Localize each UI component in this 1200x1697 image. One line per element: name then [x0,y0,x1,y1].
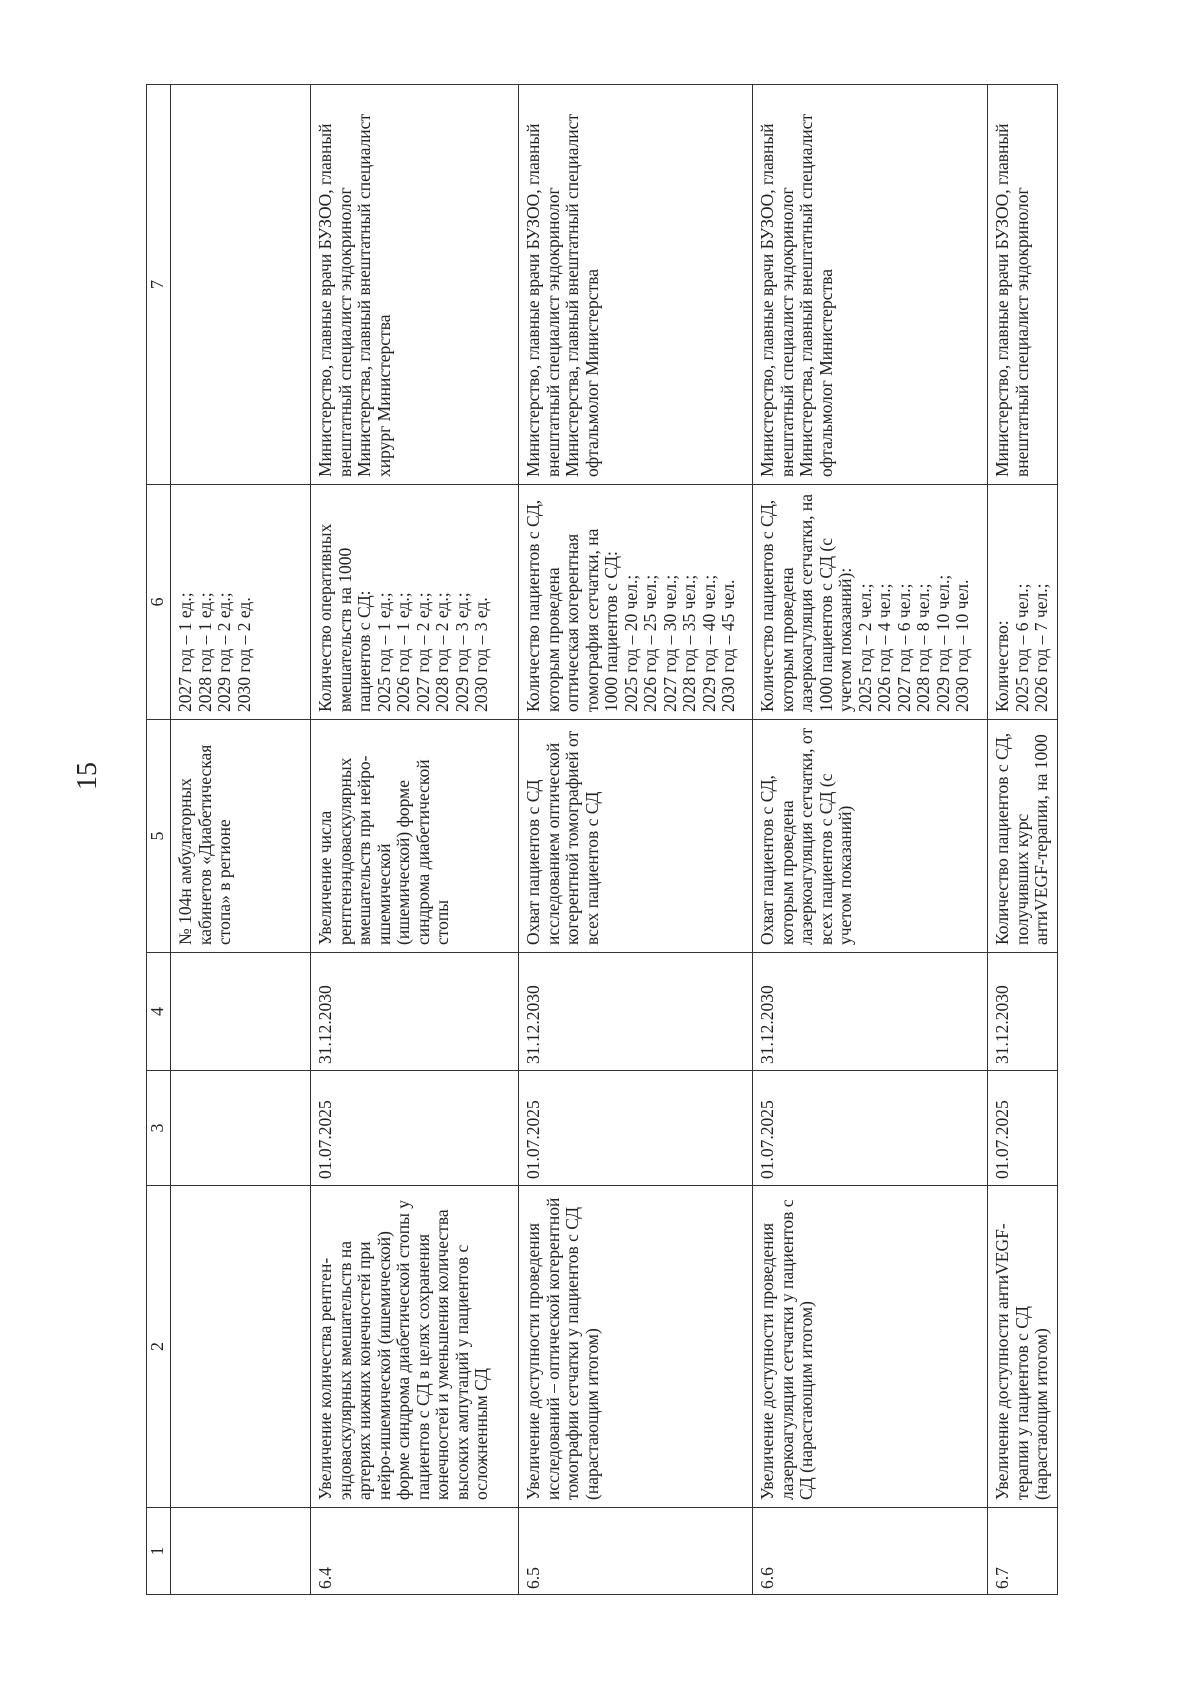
value-line: 2028 год – 2 ед.; [432,592,452,712]
value-line: 2026 год – 25 чел.; [640,574,660,712]
empty-cell [171,1071,311,1186]
value-line: 2028 год – 35 чел.; [679,574,699,712]
start-date: 01.07.2025 [519,1071,753,1186]
header-cell: 5 [147,720,171,953]
empty-cell [171,1186,311,1508]
measure-name: Увеличение доступности проведения лазеркоагуляции сетчатки у пациентов с СД (нарастающим итогом) [753,1186,988,1508]
value-line: 2029 год – 3 ед.; [451,592,472,712]
values-cell [171,485,311,720]
responsible-cell: Министерство, главные врачи БУЗОО, главный внештатный специалист эндокринолог Министерства, главный внештатный специалист офтальмолог Министерства [519,85,753,485]
value-line: Количество пациентов с СД, которым проведена оптическая когерентная томография сетчатки, на 1000 пациентов с СД: [523,499,621,712]
value-line: 2027 год – 1 ед.; [175,592,195,712]
value-line: 2029 год – 10 чел.; [932,574,953,712]
value-line: 2026 год – 4 чел.; [874,583,894,712]
value-line: 2029 год – 40 чел.; [698,574,719,712]
row-number: 6.7 [988,1508,1058,1595]
value-line: Количество пациентов с СД, которым проведена лазеркоагуляция сетчатки, на 1000 пациентов с СД (с учетом показаний): [757,493,855,712]
empty-cell [171,85,311,485]
value-line: 2029 год – 2 ед.; [214,592,234,712]
continuation-row [171,85,311,1595]
header-cell: 4 [147,953,171,1071]
indicator-cell: Охват пациентов с СД исследованием оптической когерентной томографией от всех пациентов с СД [519,720,753,953]
start-date: 01.07.2025 [753,1071,988,1186]
value-line: 2027 год – 2 ед.; [412,592,433,712]
value-line: 2027 год – 30 чел.; [659,574,680,712]
value-line: 2030 год – 2 ед. [233,597,254,712]
values-cell [753,485,988,720]
table-row [519,85,753,1595]
value-line: 2025 год – 6 чел.; [1011,583,1032,712]
value-line: 2026 год – 1 ед.; [393,592,413,712]
rotated-table-wrapper [146,85,1056,1595]
start-date: 01.07.2025 [988,1071,1058,1186]
value-line: 2025 год – 20 чел.; [620,574,641,712]
row-number: 6.6 [753,1508,988,1595]
header-cell: 3 [147,1071,171,1186]
measures-table [146,84,1058,1595]
value-line: 2030 год – 45 чел. [718,579,738,712]
header-cell: 6 [147,485,171,720]
value-line: 2025 год – 1 ед.; [373,592,394,712]
value-line: 2027 год – 6 чел.; [893,583,914,712]
indicator-cell: Увеличение числа рентгенэндоваскулярных вмешательств при нейро-ишемической (ишемической) форме синдрома диабетической стопы [311,720,519,953]
value-line: 2028 год – 8 чел.; [913,583,933,712]
value-line: 2025 год – 2 чел.; [854,583,875,712]
page-number: 15 [72,762,103,790]
value-line: Количество: [992,620,1012,712]
indicator-cell: Охват пациентов с СД, которым проведена лазеркоагуляция сетчатки, от всех пациентов с СД (с учетом показаний) [753,720,988,953]
values-cell [519,485,753,720]
row-number: 6.5 [519,1508,753,1595]
end-date: 31.12.2030 [311,953,519,1071]
value-line: 2030 год – 10 чел. [952,579,972,712]
empty-cell [171,1508,311,1595]
value-line: Количество оперативных вмешательств на 1000 пациентов с СД: [315,523,374,712]
responsible-cell: Министерство, главные врачи БУЗОО, главный внештатный специалист эндокринолог Министерства, главный внештатный специалист офтальмолог Министерства [753,85,988,485]
values-cell [988,485,1058,720]
indicator-cell: № 104н амбулаторных кабинетов «Диабетическая стопа» в регионе [171,720,311,953]
value-line: 2030 год – 3 ед. [471,597,491,712]
table-row [311,85,519,1595]
header-cell: 2 [147,1186,171,1508]
measure-name: Увеличение доступности проведения исследований – оптической когерентной томографии сетчатки у пациентов с СД (нарастающим итогом) [519,1186,753,1508]
header-cell: 7 [147,85,171,485]
measure-name: Увеличение количества рентген-эндоваскулярных вмешательств на артериях нижних конечностей при нейро-ишемической (ишемической) форме синдрома диабетической стопы у пациентов с СД в целях сохранения конечностей и уменьшения количества высоких ампутаций у пациентов с осложненным СД [311,1186,519,1508]
start-date: 01.07.2025 [311,1071,519,1186]
row-number: 6.4 [311,1508,519,1595]
end-date: 31.12.2030 [753,953,988,1071]
value-line: 2028 год – 1 ед.; [194,592,215,712]
empty-cell [171,953,311,1071]
end-date: 31.12.2030 [988,953,1058,1071]
indicator-cell: Количество пациентов с СД, получивших курс антиVEGF-терапии, на 1000 [988,720,1058,953]
header-row [147,85,171,1595]
value-line: 2026 год – 7 чел.; [1031,583,1051,712]
header-cell: 1 [147,1508,171,1595]
measure-name: Увеличение доступности антиVEGF-терапии у пациентов с СД (нарастающим итогом) [988,1186,1058,1508]
end-date: 31.12.2030 [519,953,753,1071]
responsible-cell: Министерство, главные врачи БУЗОО, главный внештатный специалист эндокринолог Министерства, главный внештатный специалист хирург Министерства [311,85,519,485]
table-row [753,85,988,1595]
responsible-cell: Министерство, главные врачи БУЗОО, главный внештатный специалист эндокринолог [988,85,1058,485]
values-cell [311,485,519,720]
table-row [988,85,1058,1595]
